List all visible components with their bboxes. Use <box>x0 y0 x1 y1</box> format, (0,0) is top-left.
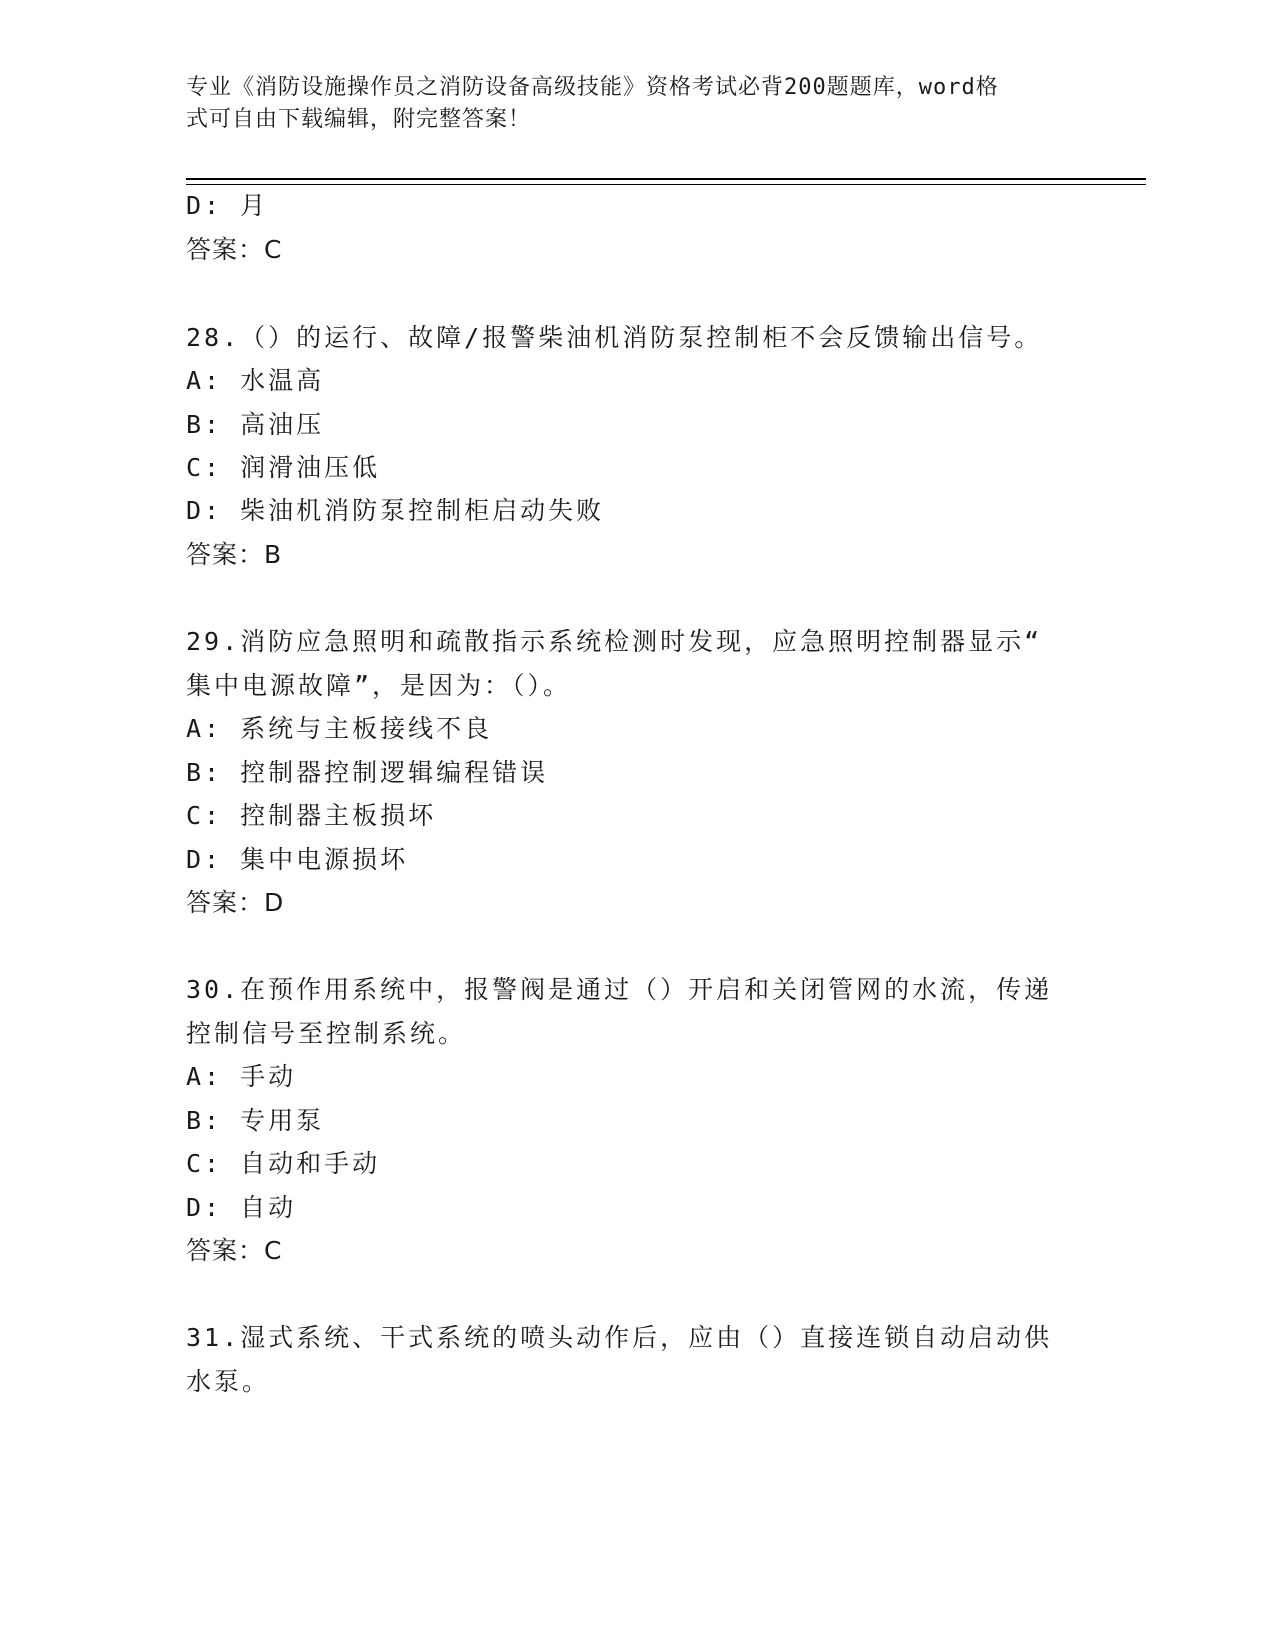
question-29-stem-line-2: 集中电源故障”，是因为：（）。 <box>186 671 572 700</box>
header-line-2: 式可自由下载编辑，附完整答案！ <box>186 107 532 132</box>
option-d: D: 月 <box>186 191 269 220</box>
document-header <box>186 72 1066 136</box>
header-divider-thin <box>186 184 1146 185</box>
question-30-option-a: A: 手动 <box>186 1062 297 1091</box>
header-divider-thick <box>186 178 1146 180</box>
question-28-answer: 答案：B <box>186 540 283 569</box>
question-29-option-b: B: 控制器控制逻辑编程错误 <box>186 758 549 787</box>
question-28-option-b: B: 高油压 <box>186 410 325 439</box>
header-line-1: 专业《消防设施操作员之消防设备高级技能》资格考试必背200题题库，word格 <box>186 75 999 100</box>
question-30-option-c: C: 自动和手动 <box>186 1149 381 1178</box>
question-29-option-a: A: 系统与主板接线不良 <box>186 714 493 743</box>
question-31-stem-line-1: 31.湿式系统、干式系统的喷头动作后，应由（）直接连锁自动启动供 <box>186 1323 1053 1352</box>
question-29-option-c: C: 控制器主板损坏 <box>186 801 437 830</box>
question-28-option-d: D: 柴油机消防泵控制柜启动失败 <box>186 496 605 525</box>
question-30-option-b: B: 专用泵 <box>186 1106 325 1135</box>
question-31-stem-line-2: 水泵。 <box>186 1367 271 1396</box>
question-28-option-a: A: 水温高 <box>186 366 325 395</box>
question-29-stem-line-1: 29.消防应急照明和疏散指示系统检测时发现，应急照明控制器显示“ <box>186 627 1043 656</box>
question-29-option-d: D: 集中电源损坏 <box>186 845 409 874</box>
question-29-answer: 答案：D <box>186 888 285 917</box>
question-30-answer: 答案：C <box>186 1236 283 1265</box>
answer: 答案：C <box>186 235 283 264</box>
question-28-option-c: C: 润滑油压低 <box>186 453 381 482</box>
question-28-stem: 28.（）的运行、故障/报警柴油机消防泵控制柜不会反馈输出信号。 <box>186 323 1043 352</box>
question-30-stem-line-2: 控制信号至控制系统。 <box>186 1019 467 1048</box>
question-30-option-d: D: 自动 <box>186 1193 297 1222</box>
question-30-stem-line-1: 30.在预作用系统中，报警阀是通过（）开启和关闭管网的水流，传递 <box>186 975 1053 1004</box>
